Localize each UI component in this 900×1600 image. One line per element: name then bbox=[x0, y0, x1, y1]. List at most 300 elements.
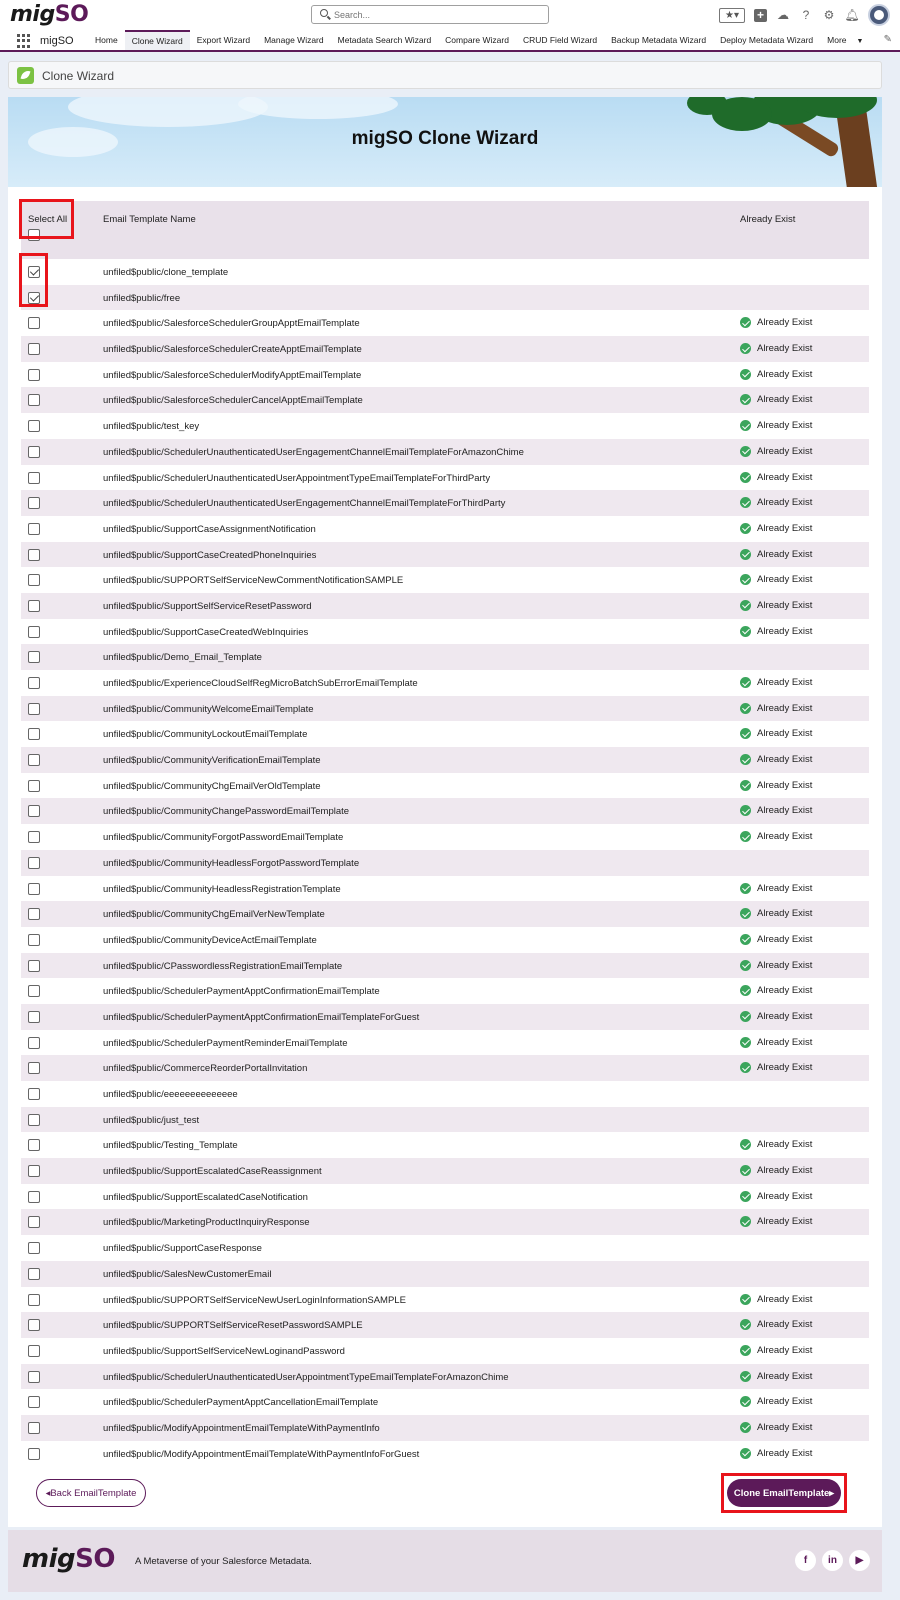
setup-gear-icon[interactable]: ⚙ bbox=[823, 8, 835, 22]
template-name: unfiled$public/SalesforceSchedulerCreateApptEmailTemplate bbox=[103, 344, 362, 356]
row-checkbox[interactable] bbox=[28, 523, 40, 535]
check-circle-icon bbox=[740, 1216, 751, 1227]
already-exist-status bbox=[740, 1319, 812, 1330]
template-name: unfiled$public/SupportCaseCreatedWebInquiries bbox=[103, 626, 309, 638]
check-circle-icon bbox=[740, 934, 751, 945]
already-exist-status bbox=[740, 1037, 812, 1048]
table-row bbox=[21, 1287, 869, 1313]
col-header-already-exist: Already Exist bbox=[740, 214, 796, 225]
leaf-icon bbox=[17, 67, 34, 84]
table-row bbox=[21, 336, 869, 362]
template-name: unfiled$public/CommunityWelcomeEmailTemplate bbox=[103, 703, 314, 715]
already-exist-label: Already Exist bbox=[757, 805, 813, 817]
clone-email-template-button[interactable]: Clone EmailTemplate▸ bbox=[727, 1479, 841, 1507]
row-checkbox[interactable] bbox=[28, 1114, 40, 1126]
app-name: migSO bbox=[40, 35, 74, 47]
table-row bbox=[21, 465, 869, 491]
template-name: unfiled$public/SupportCaseResponse bbox=[103, 1243, 262, 1255]
row-checkbox[interactable] bbox=[28, 343, 40, 355]
migso-logo[interactable]: migSO bbox=[10, 2, 89, 27]
table-row bbox=[21, 1030, 869, 1056]
row-checkbox[interactable] bbox=[28, 780, 40, 792]
check-circle-icon bbox=[740, 1396, 751, 1407]
row-checkbox[interactable] bbox=[28, 266, 40, 278]
row-checkbox[interactable] bbox=[28, 857, 40, 869]
already-exist-status bbox=[740, 1011, 812, 1022]
row-checkbox[interactable] bbox=[28, 626, 40, 638]
table-row bbox=[21, 721, 869, 747]
row-checkbox[interactable] bbox=[28, 549, 40, 561]
table-row bbox=[21, 1389, 869, 1415]
check-circle-icon bbox=[740, 523, 751, 534]
template-name: unfiled$public/Demo_Email_Template bbox=[103, 652, 262, 664]
check-circle-icon bbox=[740, 317, 751, 328]
nav-tab-crud-field-wizard[interactable]: CRUD Field Wizard bbox=[522, 35, 598, 45]
already-exist-label: Already Exist bbox=[757, 420, 813, 432]
template-name: unfiled$public/SupportEscalatedCaseNotification bbox=[103, 1191, 308, 1203]
row-checkbox[interactable] bbox=[28, 805, 40, 817]
table-row bbox=[21, 798, 869, 824]
table-row bbox=[21, 696, 869, 722]
template-name: unfiled$public/CommunityVerificationEmailTemplate bbox=[103, 755, 321, 767]
already-exist-label: Already Exist bbox=[757, 1319, 813, 1331]
notifications-bell-icon[interactable]: 🔔︎ bbox=[844, 8, 860, 22]
table-row bbox=[21, 1235, 869, 1261]
already-exist-label: Already Exist bbox=[757, 625, 813, 637]
row-checkbox[interactable] bbox=[28, 1371, 40, 1383]
template-name: unfiled$public/SchedulerPaymentApptCancellationEmailTemplate bbox=[103, 1397, 379, 1409]
already-exist-label: Already Exist bbox=[757, 1216, 813, 1228]
check-circle-icon bbox=[740, 1165, 751, 1176]
email-template-table bbox=[21, 201, 869, 1466]
table-row bbox=[21, 619, 869, 645]
template-name: unfiled$public/Testing_Template bbox=[103, 1140, 238, 1152]
nav-tab-backup-metadata-wizard[interactable]: Backup Metadata Wizard bbox=[611, 35, 707, 45]
already-exist-status bbox=[740, 446, 812, 457]
template-name: unfiled$public/CommunityForgotPasswordEmailTemplate bbox=[103, 832, 344, 844]
favorites-star-icon[interactable]: ★▾ bbox=[719, 8, 745, 23]
already-exist-label: Already Exist bbox=[757, 1447, 813, 1459]
row-checkbox[interactable] bbox=[28, 1242, 40, 1254]
row-checkbox[interactable] bbox=[28, 1448, 40, 1460]
template-name: unfiled$public/SUPPORTSelfServiceNewUserLoginInformationSAMPLE bbox=[103, 1294, 406, 1306]
row-checkbox[interactable] bbox=[28, 1319, 40, 1331]
table-row bbox=[21, 387, 869, 413]
template-name: unfiled$public/CommunityHeadlessRegistrationTemplate bbox=[103, 883, 341, 895]
already-exist-status bbox=[740, 626, 812, 637]
already-exist-label: Already Exist bbox=[757, 317, 813, 329]
already-exist-status bbox=[740, 1345, 812, 1356]
already-exist-label: Already Exist bbox=[757, 471, 813, 483]
table-row bbox=[21, 901, 869, 927]
table-row bbox=[21, 1004, 869, 1030]
row-checkbox[interactable] bbox=[28, 1345, 40, 1357]
already-exist-status bbox=[740, 728, 812, 739]
row-checkbox[interactable] bbox=[28, 728, 40, 740]
already-exist-label: Already Exist bbox=[757, 1421, 813, 1433]
check-circle-icon bbox=[740, 1422, 751, 1433]
already-exist-label: Already Exist bbox=[757, 959, 813, 971]
row-checkbox[interactable] bbox=[28, 934, 40, 946]
template-name: unfiled$public/SalesforceSchedulerCancelApptEmailTemplate bbox=[103, 395, 363, 407]
already-exist-status bbox=[740, 780, 812, 791]
already-exist-status bbox=[740, 600, 812, 611]
already-exist-status bbox=[740, 934, 812, 945]
already-exist-label: Already Exist bbox=[757, 831, 813, 843]
row-checkbox[interactable] bbox=[28, 317, 40, 329]
template-name: unfiled$public/SupportSelfServiceResetPassword bbox=[103, 600, 312, 612]
check-circle-icon bbox=[740, 626, 751, 637]
template-name: unfiled$public/SUPPORTSelfServiceResetPasswordSAMPLE bbox=[103, 1320, 363, 1332]
row-checkbox[interactable] bbox=[28, 574, 40, 586]
check-circle-icon bbox=[740, 1062, 751, 1073]
check-circle-icon bbox=[740, 446, 751, 457]
template-name: unfiled$public/ExperienceCloudSelfRegMicroBatchSubErrorEmailTemplate bbox=[103, 678, 418, 689]
already-exist-label: Already Exist bbox=[757, 343, 813, 355]
already-exist-status bbox=[740, 343, 812, 354]
chevron-down-icon: ▼ bbox=[856, 38, 864, 45]
template-name: unfiled$public/SchedulerPaymentApptConfirmationEmailTemplateForGuest bbox=[103, 1011, 420, 1023]
table-row bbox=[21, 953, 869, 979]
row-checkbox[interactable] bbox=[28, 600, 40, 612]
table-row bbox=[21, 1132, 869, 1158]
already-exist-label: Already Exist bbox=[757, 985, 813, 997]
check-circle-icon bbox=[740, 754, 751, 765]
nav-tab-home[interactable]: Home bbox=[95, 35, 118, 45]
table-row bbox=[21, 1184, 869, 1210]
row-checkbox[interactable] bbox=[28, 292, 40, 304]
check-circle-icon bbox=[740, 1011, 751, 1022]
table-row bbox=[21, 542, 869, 568]
check-circle-icon bbox=[740, 805, 751, 816]
already-exist-status bbox=[740, 960, 812, 971]
row-checkbox[interactable] bbox=[28, 1422, 40, 1434]
table-row bbox=[21, 593, 869, 619]
row-checkbox[interactable] bbox=[28, 1037, 40, 1049]
trailhead-icon[interactable]: ☁ bbox=[777, 8, 789, 22]
check-circle-icon bbox=[740, 472, 751, 483]
row-checkbox[interactable] bbox=[28, 651, 40, 663]
check-circle-icon bbox=[740, 549, 751, 560]
check-circle-icon bbox=[740, 420, 751, 431]
already-exist-label: Already Exist bbox=[757, 1344, 813, 1356]
nav-tab-deploy-metadata-wizard[interactable]: Deploy Metadata Wizard bbox=[720, 35, 814, 45]
check-circle-icon bbox=[740, 1294, 751, 1305]
footer bbox=[8, 1530, 882, 1592]
already-exist-label: Already Exist bbox=[757, 394, 813, 406]
table-row bbox=[21, 362, 869, 388]
nav-tab-compare-wizard[interactable]: Compare Wizard bbox=[445, 35, 509, 45]
table-row bbox=[21, 310, 869, 336]
row-checkbox[interactable] bbox=[28, 703, 40, 715]
back-email-template-button[interactable]: ◂Back EmailTemplate bbox=[36, 1479, 146, 1507]
already-exist-label: Already Exist bbox=[757, 574, 813, 586]
template-name: unfiled$public/SalesNewCustomerEmail bbox=[103, 1268, 272, 1280]
already-exist-label: Already Exist bbox=[757, 702, 813, 714]
already-exist-label: Already Exist bbox=[757, 1010, 813, 1022]
already-exist-label: Already Exist bbox=[757, 1062, 813, 1074]
nav-tabs bbox=[88, 30, 870, 50]
already-exist-label: Already Exist bbox=[757, 1396, 813, 1408]
app-launcher-icon[interactable] bbox=[17, 34, 31, 48]
template-name: unfiled$public/free bbox=[103, 292, 181, 304]
table-row bbox=[21, 1261, 869, 1287]
row-checkbox[interactable] bbox=[28, 1165, 40, 1177]
already-exist-label: Already Exist bbox=[757, 1293, 813, 1305]
already-exist-status bbox=[740, 574, 812, 585]
nav-tab-metadata-search-wizard[interactable]: Metadata Search Wizard bbox=[337, 35, 432, 45]
table-row bbox=[21, 1081, 869, 1107]
template-name: unfiled$public/test_key bbox=[103, 421, 200, 433]
check-circle-icon bbox=[740, 1345, 751, 1356]
select-all-label: Select All bbox=[28, 214, 68, 225]
check-circle-icon bbox=[740, 780, 751, 791]
already-exist-status bbox=[740, 1165, 812, 1176]
already-exist-status bbox=[740, 883, 812, 894]
row-checkbox[interactable] bbox=[28, 1088, 40, 1100]
table-row bbox=[21, 1107, 869, 1133]
table-row bbox=[21, 670, 869, 696]
already-exist-status bbox=[740, 369, 812, 380]
template-name: unfiled$public/CommerceReorderPortalInvitation bbox=[103, 1063, 308, 1075]
check-circle-icon bbox=[740, 1037, 751, 1048]
check-circle-icon bbox=[740, 394, 751, 405]
check-circle-icon bbox=[740, 985, 751, 996]
row-checkbox[interactable] bbox=[28, 754, 40, 766]
already-exist-status bbox=[740, 703, 812, 714]
help-icon[interactable]: ? bbox=[802, 8, 810, 22]
table-row bbox=[21, 773, 869, 799]
template-name: unfiled$public/SchedulerUnauthenticatedUserAppointmentTypeEmailTemplateForAmazonChime bbox=[103, 1371, 509, 1383]
global-search-box[interactable] bbox=[311, 5, 549, 24]
nav-tab-clone-wizard[interactable]: Clone Wizard bbox=[125, 30, 190, 50]
nav-more-menu[interactable]: More ▼ bbox=[827, 35, 864, 45]
template-name: unfiled$public/MarketingProductInquiryResponse bbox=[103, 1217, 310, 1229]
page-title: Clone Wizard bbox=[42, 69, 115, 83]
template-name: unfiled$public/ModifyAppointmentEmailTemplateWithPaymentInfo bbox=[103, 1422, 380, 1434]
row-checkbox[interactable] bbox=[28, 420, 40, 432]
already-exist-status bbox=[740, 420, 812, 431]
table-row bbox=[21, 567, 869, 593]
youtube-icon[interactable]: ▶ bbox=[849, 1550, 870, 1571]
check-circle-icon bbox=[740, 831, 751, 842]
already-exist-label: Already Exist bbox=[757, 677, 813, 688]
col-header-name: Email Template Name bbox=[103, 214, 196, 225]
table-row bbox=[21, 824, 869, 850]
template-name: unfiled$public/SchedulerUnauthenticatedUserEngagementChannelEmailTemplateForThirdParty bbox=[103, 498, 506, 510]
linkedin-icon[interactable]: in bbox=[822, 1550, 843, 1571]
social-links bbox=[795, 1550, 870, 1571]
table-row bbox=[21, 413, 869, 439]
table-header bbox=[21, 201, 869, 259]
table-row bbox=[21, 876, 869, 902]
row-checkbox[interactable] bbox=[28, 394, 40, 406]
already-exist-label: Already Exist bbox=[757, 779, 813, 791]
add-icon[interactable]: + bbox=[754, 9, 767, 22]
already-exist-status bbox=[740, 985, 812, 996]
already-exist-status bbox=[740, 1448, 812, 1459]
row-checkbox[interactable] bbox=[28, 1011, 40, 1023]
check-circle-icon bbox=[740, 574, 751, 585]
check-circle-icon bbox=[740, 369, 751, 380]
global-header bbox=[0, 0, 900, 30]
table-row bbox=[21, 259, 869, 285]
template-name: unfiled$public/SalesforceSchedulerGroupApptEmailTemplate bbox=[103, 318, 360, 330]
template-name: unfiled$public/ModifyAppointmentEmailTemplateWithPaymentInfoForGuest bbox=[103, 1448, 420, 1460]
already-exist-status bbox=[740, 472, 812, 483]
check-circle-icon bbox=[740, 1191, 751, 1202]
template-name: unfiled$public/CommunityChgEmailVerOldTemplate bbox=[103, 780, 321, 792]
template-name: unfiled$public/SupportCaseAssignmentNotification bbox=[103, 523, 316, 535]
row-checkbox[interactable] bbox=[28, 1396, 40, 1408]
row-checkbox[interactable] bbox=[28, 446, 40, 458]
header-utility-icons bbox=[719, 4, 890, 26]
search-icon bbox=[320, 9, 328, 17]
template-name: unfiled$public/SupportEscalatedCaseReassignment bbox=[103, 1166, 322, 1178]
already-exist-status bbox=[740, 1294, 812, 1305]
table-row bbox=[21, 927, 869, 953]
already-exist-status bbox=[740, 1396, 812, 1407]
select-all-checkbox[interactable] bbox=[28, 229, 40, 241]
table-row bbox=[21, 1338, 869, 1364]
template-name: unfiled$public/SUPPORTSelfServiceNewCommentNotificationSAMPLE bbox=[103, 575, 404, 587]
already-exist-status bbox=[740, 1191, 812, 1202]
template-name: unfiled$public/SchedulerUnauthenticatedUserEngagementChannelEmailTemplateForAmazonChime bbox=[103, 446, 524, 458]
already-exist-label: Already Exist bbox=[757, 368, 813, 380]
table-row bbox=[21, 1209, 869, 1235]
banner bbox=[8, 97, 882, 187]
template-name: unfiled$public/CPasswordlessRegistrationEmailTemplate bbox=[103, 960, 343, 972]
table-row bbox=[21, 516, 869, 542]
row-checkbox[interactable] bbox=[28, 1191, 40, 1203]
template-name: unfiled$public/SchedulerUnauthenticatedUserAppointmentTypeEmailTemplateForThirdParty bbox=[103, 472, 491, 484]
table-row bbox=[21, 1441, 869, 1467]
check-circle-icon bbox=[740, 908, 751, 919]
global-search-input[interactable] bbox=[334, 8, 534, 22]
template-name: unfiled$public/just_test bbox=[103, 1114, 200, 1126]
check-circle-icon bbox=[740, 1319, 751, 1330]
template-name: unfiled$public/CommunityHeadlessForgotPasswordTemplate bbox=[103, 857, 360, 869]
already-exist-label: Already Exist bbox=[757, 933, 813, 945]
check-circle-icon bbox=[740, 1139, 751, 1150]
table-body bbox=[21, 259, 869, 1466]
already-exist-label: Already Exist bbox=[757, 599, 813, 611]
row-checkbox[interactable] bbox=[28, 369, 40, 381]
already-exist-label: Already Exist bbox=[757, 1165, 813, 1177]
template-name: unfiled$public/CommunityDeviceActEmailTemplate bbox=[103, 934, 317, 946]
already-exist-label: Already Exist bbox=[757, 1036, 813, 1048]
already-exist-status bbox=[740, 549, 812, 560]
table-row bbox=[21, 850, 869, 876]
template-name: unfiled$public/CommunityChangePasswordEmailTemplate bbox=[103, 806, 350, 818]
already-exist-label: Already Exist bbox=[757, 1139, 813, 1151]
check-circle-icon bbox=[740, 677, 751, 688]
template-name: unfiled$public/CommunityLockoutEmailTemplate bbox=[103, 729, 308, 741]
template-name: unfiled$public/eeeeeeeeeeeeee bbox=[103, 1089, 238, 1100]
table-row bbox=[21, 644, 869, 670]
template-name: unfiled$public/SupportSelfServiceNewLoginandPassword bbox=[103, 1345, 345, 1357]
row-checkbox[interactable] bbox=[28, 985, 40, 997]
table-row bbox=[21, 1415, 869, 1441]
table-row bbox=[21, 1158, 869, 1184]
avatar-head-icon bbox=[874, 10, 884, 20]
banner-title: migSO Clone Wizard bbox=[351, 128, 539, 149]
row-checkbox[interactable] bbox=[28, 1062, 40, 1074]
table-row bbox=[21, 978, 869, 1004]
template-name: unfiled$public/CommunityChgEmailVerNewTemplate bbox=[103, 909, 325, 921]
already-exist-label: Already Exist bbox=[757, 548, 813, 560]
already-exist-status bbox=[740, 1371, 812, 1382]
row-checkbox[interactable] bbox=[28, 883, 40, 895]
template-name: unfiled$public/SchedulerPaymentReminderEmailTemplate bbox=[103, 1037, 348, 1049]
already-exist-label: Already Exist bbox=[757, 754, 813, 766]
table-row bbox=[21, 747, 869, 773]
check-circle-icon bbox=[740, 883, 751, 894]
already-exist-label: Already Exist bbox=[757, 522, 813, 534]
row-checkbox[interactable] bbox=[28, 1216, 40, 1228]
template-name: unfiled$public/SchedulerPaymentApptConfirmationEmailTemplate bbox=[103, 986, 380, 998]
nav-tab-manage-wizard[interactable]: Manage Wizard bbox=[264, 35, 324, 45]
row-checkbox[interactable] bbox=[28, 497, 40, 509]
facebook-icon[interactable]: f bbox=[795, 1550, 816, 1571]
table-row bbox=[21, 490, 869, 516]
already-exist-label: Already Exist bbox=[757, 728, 813, 740]
table-row bbox=[21, 439, 869, 465]
table-row bbox=[21, 1055, 869, 1081]
already-exist-status bbox=[740, 805, 812, 816]
already-exist-status bbox=[740, 394, 812, 405]
footer-tagline: A Metaverse of your Salesforce Metadata. bbox=[135, 1556, 312, 1567]
row-checkbox[interactable] bbox=[28, 1268, 40, 1280]
avatar[interactable] bbox=[868, 4, 890, 26]
already-exist-status bbox=[740, 831, 812, 842]
page-header bbox=[8, 61, 882, 89]
row-checkbox[interactable] bbox=[28, 1139, 40, 1151]
already-exist-status bbox=[740, 1062, 812, 1073]
already-exist-status bbox=[740, 1139, 812, 1150]
already-exist-status bbox=[740, 754, 812, 765]
table-row bbox=[21, 1364, 869, 1390]
check-circle-icon bbox=[740, 600, 751, 611]
already-exist-status bbox=[740, 677, 812, 688]
row-checkbox[interactable] bbox=[28, 960, 40, 972]
already-exist-status bbox=[740, 1422, 812, 1433]
app-nav-bar bbox=[0, 30, 900, 52]
row-checkbox[interactable] bbox=[28, 677, 40, 689]
already-exist-status bbox=[740, 497, 812, 508]
already-exist-label: Already Exist bbox=[757, 908, 813, 920]
already-exist-status bbox=[740, 317, 812, 328]
already-exist-label: Already Exist bbox=[757, 1190, 813, 1202]
check-circle-icon bbox=[740, 343, 751, 354]
check-circle-icon bbox=[740, 1371, 751, 1382]
already-exist-label: Already Exist bbox=[757, 1370, 813, 1382]
check-circle-icon bbox=[740, 960, 751, 971]
already-exist-label: Already Exist bbox=[757, 882, 813, 894]
nav-tab-export-wizard[interactable]: Export Wizard bbox=[196, 35, 251, 45]
row-checkbox[interactable] bbox=[28, 831, 40, 843]
row-checkbox[interactable] bbox=[28, 1294, 40, 1306]
clone-wizard-card bbox=[8, 97, 882, 1527]
row-checkbox[interactable] bbox=[28, 908, 40, 920]
template-name: unfiled$public/SupportCaseCreatedPhoneInquiries bbox=[103, 549, 317, 561]
footer-logo: migSO bbox=[22, 1544, 115, 1574]
already-exist-label: Already Exist bbox=[757, 497, 813, 509]
already-exist-label: Already Exist bbox=[757, 445, 813, 457]
already-exist-status bbox=[740, 1216, 812, 1227]
edit-nav-pencil-icon[interactable]: ✎ bbox=[883, 34, 892, 45]
row-checkbox[interactable] bbox=[28, 472, 40, 484]
